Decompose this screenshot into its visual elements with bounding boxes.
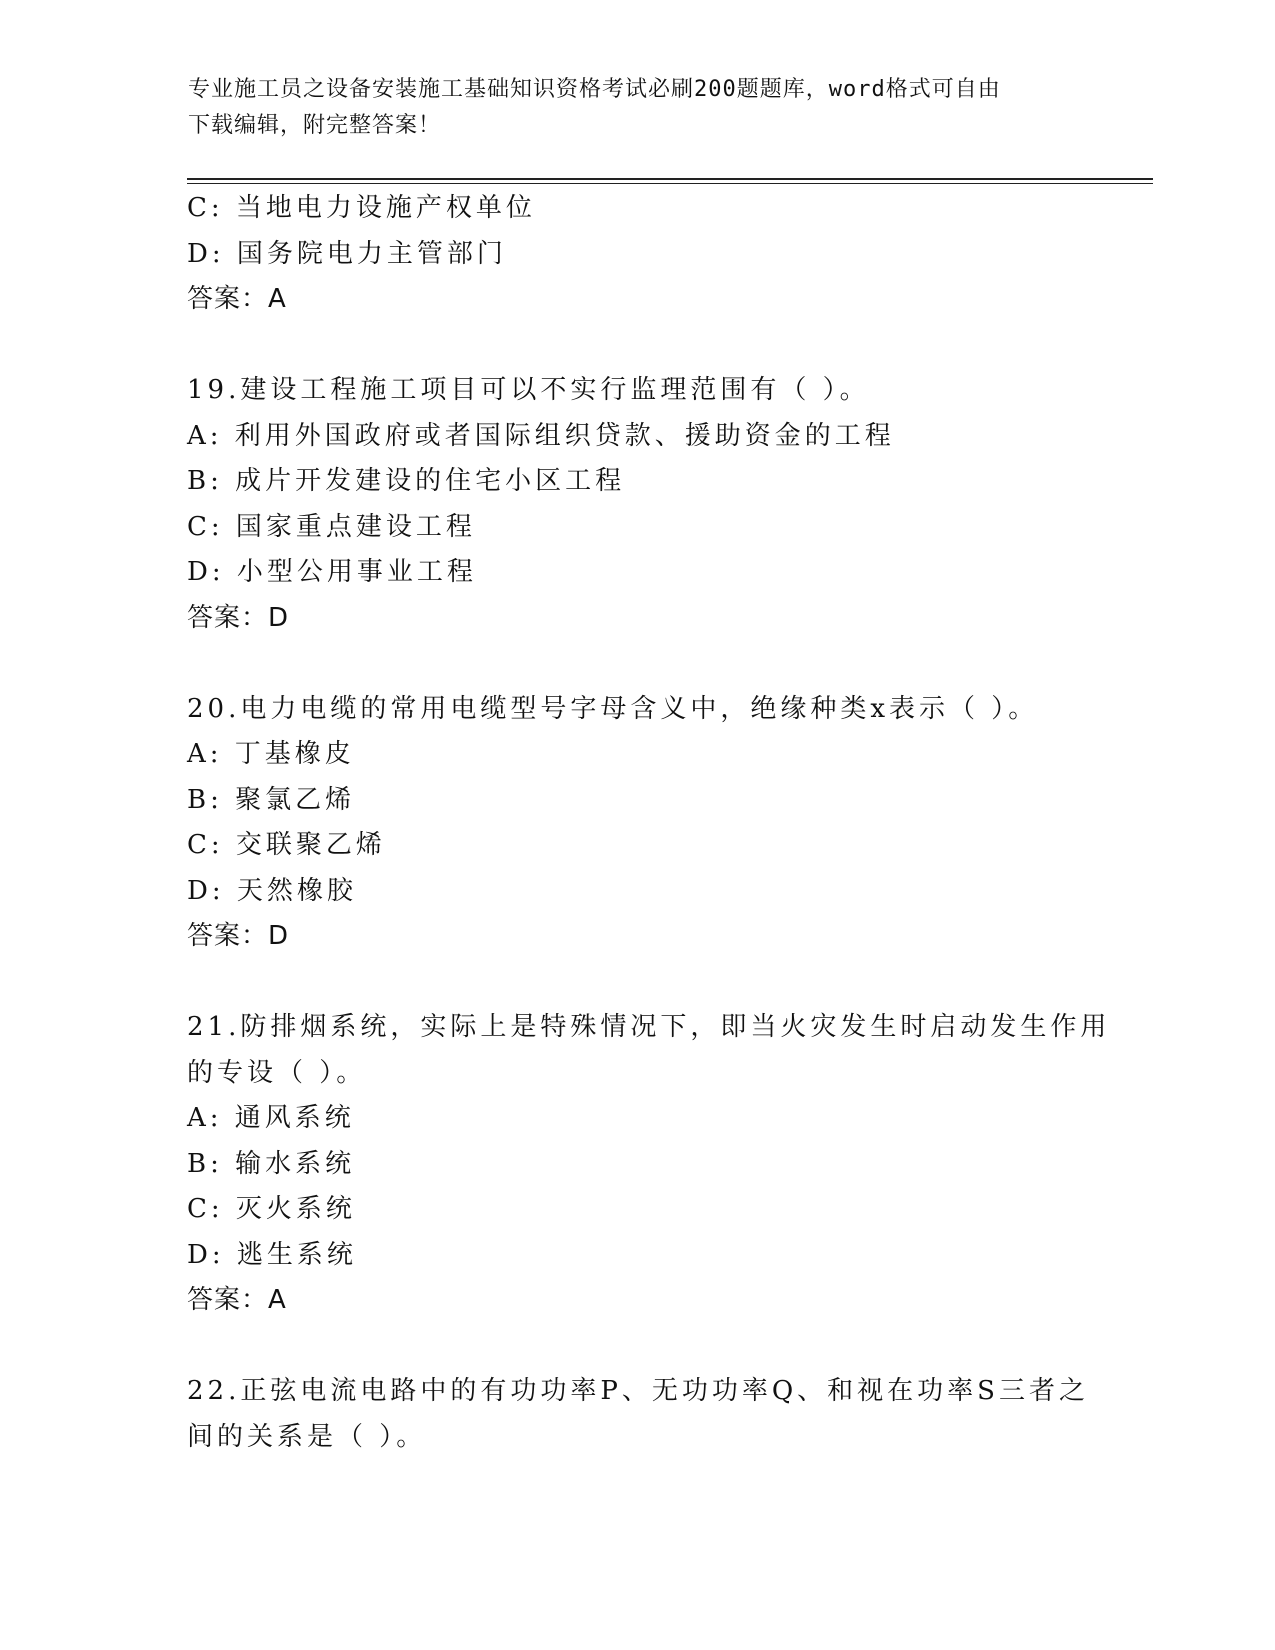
option-d: D: 小型公用事业工程 bbox=[187, 557, 477, 587]
question-block-previous bbox=[187, 186, 1087, 323]
question-stem: 22.正弦电流电路中的有功功率P、无功功率Q、和视在功率S三者之 bbox=[187, 1376, 1089, 1406]
question-spacer bbox=[187, 641, 1087, 687]
question-stem-continued: 间的关系是（ ）。 bbox=[187, 1421, 427, 1452]
answer-line: 答案：D bbox=[187, 602, 290, 633]
option-a: A: 利用外国政府或者国际组织贷款、援助资金的工程 bbox=[187, 420, 895, 451]
question-block-19 bbox=[187, 368, 1087, 641]
answer-line: 答案：A bbox=[187, 284, 287, 314]
question-spacer bbox=[187, 960, 1087, 1006]
question-stem-continued: 的专设（ ）。 bbox=[187, 1057, 367, 1088]
option-b: B: 聚氯乙烯 bbox=[187, 784, 356, 815]
document-header bbox=[188, 72, 1068, 144]
question-spacer bbox=[187, 1324, 1087, 1370]
question-block-22 bbox=[187, 1369, 1087, 1460]
question-list bbox=[187, 186, 1111, 1460]
question-stem: 20.电力电缆的常用电缆型号字母含义中，绝缘种类x表示（ ）。 bbox=[187, 693, 1039, 724]
option-d: D: 天然橡胶 bbox=[187, 875, 357, 906]
header-divider-thin bbox=[187, 183, 1153, 184]
answer-line: 答案：A bbox=[187, 1285, 287, 1315]
question-block-20 bbox=[187, 687, 1087, 960]
question-spacer bbox=[187, 323, 1087, 369]
header-line-1: 专业施工员之设备安装施工基础知识资格考试必刷200题题库，word格式可自由 bbox=[188, 77, 1001, 102]
question-block-21 bbox=[187, 1005, 1111, 1324]
question-stem: 19.建设工程施工项目可以不实行监理范围有（ ）。 bbox=[187, 375, 870, 405]
option-d: D: 逃生系统 bbox=[187, 1239, 357, 1270]
option-c: C: 当地电力设施产权单位 bbox=[187, 193, 536, 223]
option-c: C: 国家重点建设工程 bbox=[187, 511, 476, 542]
option-b: B: 输水系统 bbox=[187, 1148, 356, 1179]
option-d: D: 国务院电力主管部门 bbox=[187, 238, 507, 269]
option-a: A: 通风系统 bbox=[187, 1103, 355, 1133]
option-a: A: 丁基橡皮 bbox=[187, 739, 355, 769]
option-c: C: 灭火系统 bbox=[187, 1194, 356, 1224]
question-stem: 21.防排烟系统，实际上是特殊情况下，即当火灾发生时启动发生作用 bbox=[187, 1012, 1111, 1042]
option-b: B: 成片开发建设的住宅小区工程 bbox=[187, 466, 626, 496]
header-divider-thick bbox=[187, 178, 1153, 180]
option-c: C: 交联聚乙烯 bbox=[187, 830, 386, 860]
answer-line: 答案：D bbox=[187, 921, 290, 951]
header-line-2: 下载编辑，附完整答案！ bbox=[188, 113, 442, 138]
